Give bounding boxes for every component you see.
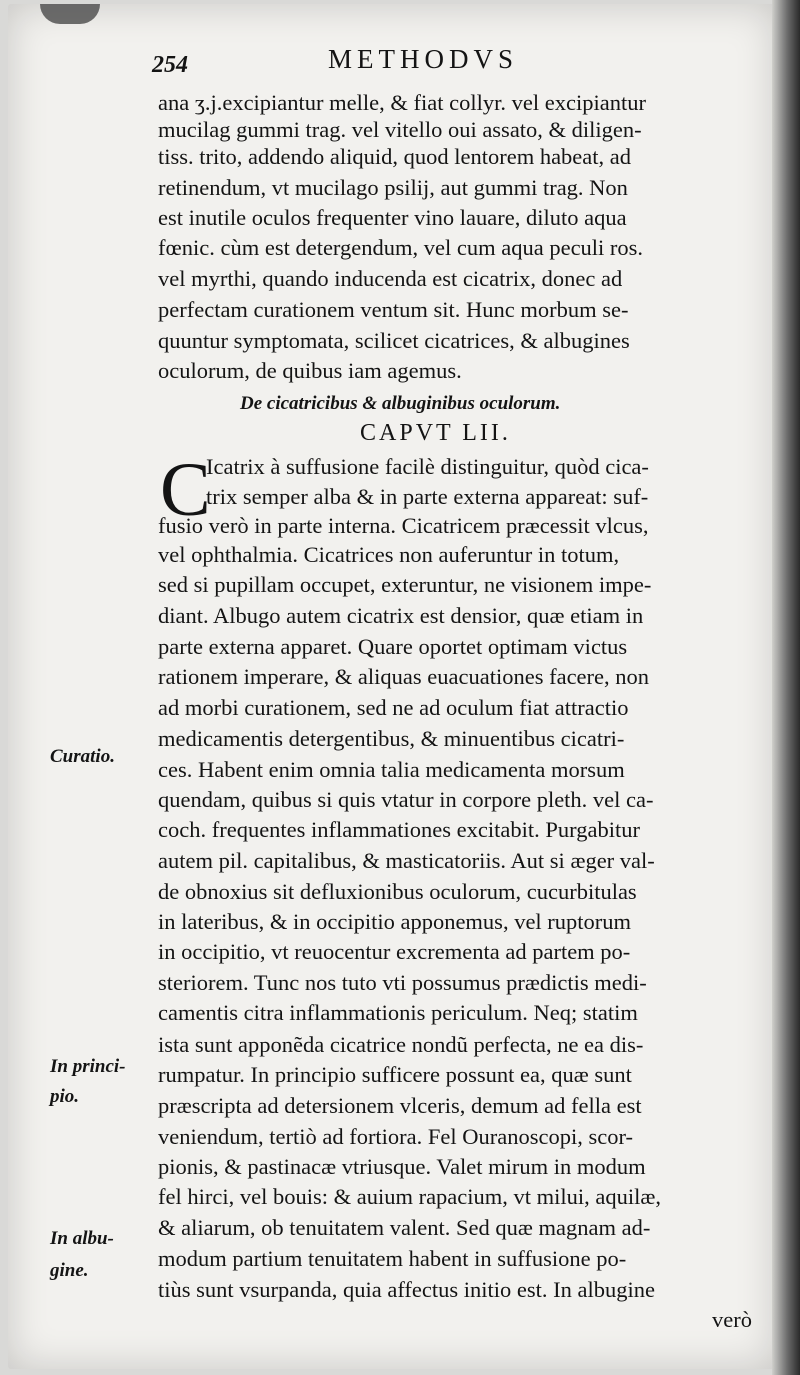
text-line: retinendum, vt mucilago psilij, aut gummi trag. Non — [158, 175, 628, 200]
text-line: oculorum, de quibus iam agemus. — [158, 358, 462, 383]
text-line: diant. Albugo autem cicatrix est densior, quæ etiam in — [158, 603, 644, 628]
margin-note-in-principio-cont: pio. — [50, 1086, 80, 1107]
text-line: quendam, quibus si quis vtatur in corpore pleth. vel ca- — [158, 787, 654, 812]
text-line: steriorem. Tunc nos tuto vti possumus prædictis medi- — [158, 970, 647, 995]
text-line: coch. frequentes inflammationes excitabit. Purgabitur — [158, 817, 640, 842]
catchword: verò — [712, 1307, 752, 1332]
text-line: rationem imperare, & aliquas euacuationes facere, non — [158, 664, 650, 689]
section-title: De cicatricibus & albuginibus oculorum. — [240, 393, 561, 414]
text-line: pionis, & pastinacæ vtriusque. Valet mirum in modum — [158, 1154, 646, 1179]
text-line: ana ʒ.j.excipiantur melle, & fiat collyr. vel excipiantur — [158, 90, 646, 115]
margin-note-in-principio: In princi- — [50, 1056, 126, 1077]
text-line: de obnoxius sit defluxionibus oculorum, cucurbitulas — [158, 879, 637, 904]
text-line: perfectam curationem ventum sit. Hunc morbum se- — [158, 297, 629, 322]
text-line: ad morbi curationem, sed ne ad oculum fiat attractio — [158, 695, 629, 720]
text-line: tiss. trito, addendo aliquid, quod lentorem habeat, ad — [158, 144, 632, 169]
text-line: medicamentis detergentibus, & minuentibus cicatri- — [158, 726, 625, 751]
page-header — [0, 44, 800, 84]
text-line: trix semper alba & in parte externa appareat: suf- — [206, 484, 649, 509]
text-line: mucilag gummi trag. vel vitello oui assato, & diligen- — [158, 117, 642, 142]
text-line: fœnic. cùm est detergendum, vel cum aqua peculi ros. — [158, 235, 644, 260]
text-line: vel ophthalmia. Cicatrices non auferuntur in totum, — [158, 542, 620, 567]
margin-note-in-albugine-cont: gine. — [50, 1260, 89, 1281]
text-line: parte externa apparet. Quare oportet optimam victus — [158, 634, 628, 659]
text-line: tiùs sunt vsurpanda, quia affectus initio est. In albugine — [158, 1277, 655, 1302]
text-line: Icatrix à suffusione facilè distinguitur, quòd cica- — [206, 454, 649, 479]
running-title: METHODVS — [328, 44, 519, 74]
text-line: rumpatur. In principio sufficere possunt ea, quæ sunt — [158, 1062, 632, 1087]
margin-note-curatio: Curatio. — [50, 746, 115, 767]
margin-note-in-albugine: In albu- — [50, 1228, 114, 1249]
text-line: ista sunt apponẽda cicatrice nondũ perfecta, ne ea dis- — [158, 1032, 644, 1057]
book-spine-shadow — [772, 0, 800, 1375]
text-line: est inutile oculos frequenter vino lauare, diluto aqua — [158, 205, 627, 230]
text-line: camentis citra inflammationis periculum. Neq; statim — [158, 1000, 638, 1025]
text-line: sed si pupillam occupet, exteruntur, ne visionem impe- — [158, 572, 652, 597]
text-line: vel myrthi, quando inducenda est cicatrix, donec ad — [158, 266, 623, 291]
text-line: modum partium tenuitatem habent in suffusione po- — [158, 1246, 627, 1271]
text-line: fusio verò in parte interna. Cicatricem præcessit vlcus, — [158, 513, 649, 538]
text-line: & aliarum, ob tenuitatem valent. Sed quæ magnam ad- — [158, 1215, 651, 1240]
text-line: ces. Habent enim omnia talia medicamenta morsum — [158, 757, 625, 782]
text-line: in lateribus, & in occipitio apponemus, vel ruptorum — [158, 909, 632, 934]
text-line: autem pil. capitalibus, & masticatoriis. Aut si æger val- — [158, 848, 655, 873]
text-line: in occipitio, vt reuocentur excrementa ad partem po- — [158, 939, 631, 964]
chapter-heading: CAPVT LII. — [360, 420, 511, 446]
drop-cap: C — [160, 448, 211, 532]
text-line: veniendum, tertiò ad fortiora. Fel Ouranoscopi, scor- — [158, 1124, 634, 1149]
text-line: quuntur symptomata, scilicet cicatrices, & albugines — [158, 328, 630, 353]
text-line: fel hirci, vel bouis: & auium rapacium, vt milui, aquilæ, — [158, 1184, 662, 1209]
page-number: 254 — [152, 52, 188, 78]
text-line: præscripta ad detersionem vlceris, demum ad fella est — [158, 1093, 642, 1118]
